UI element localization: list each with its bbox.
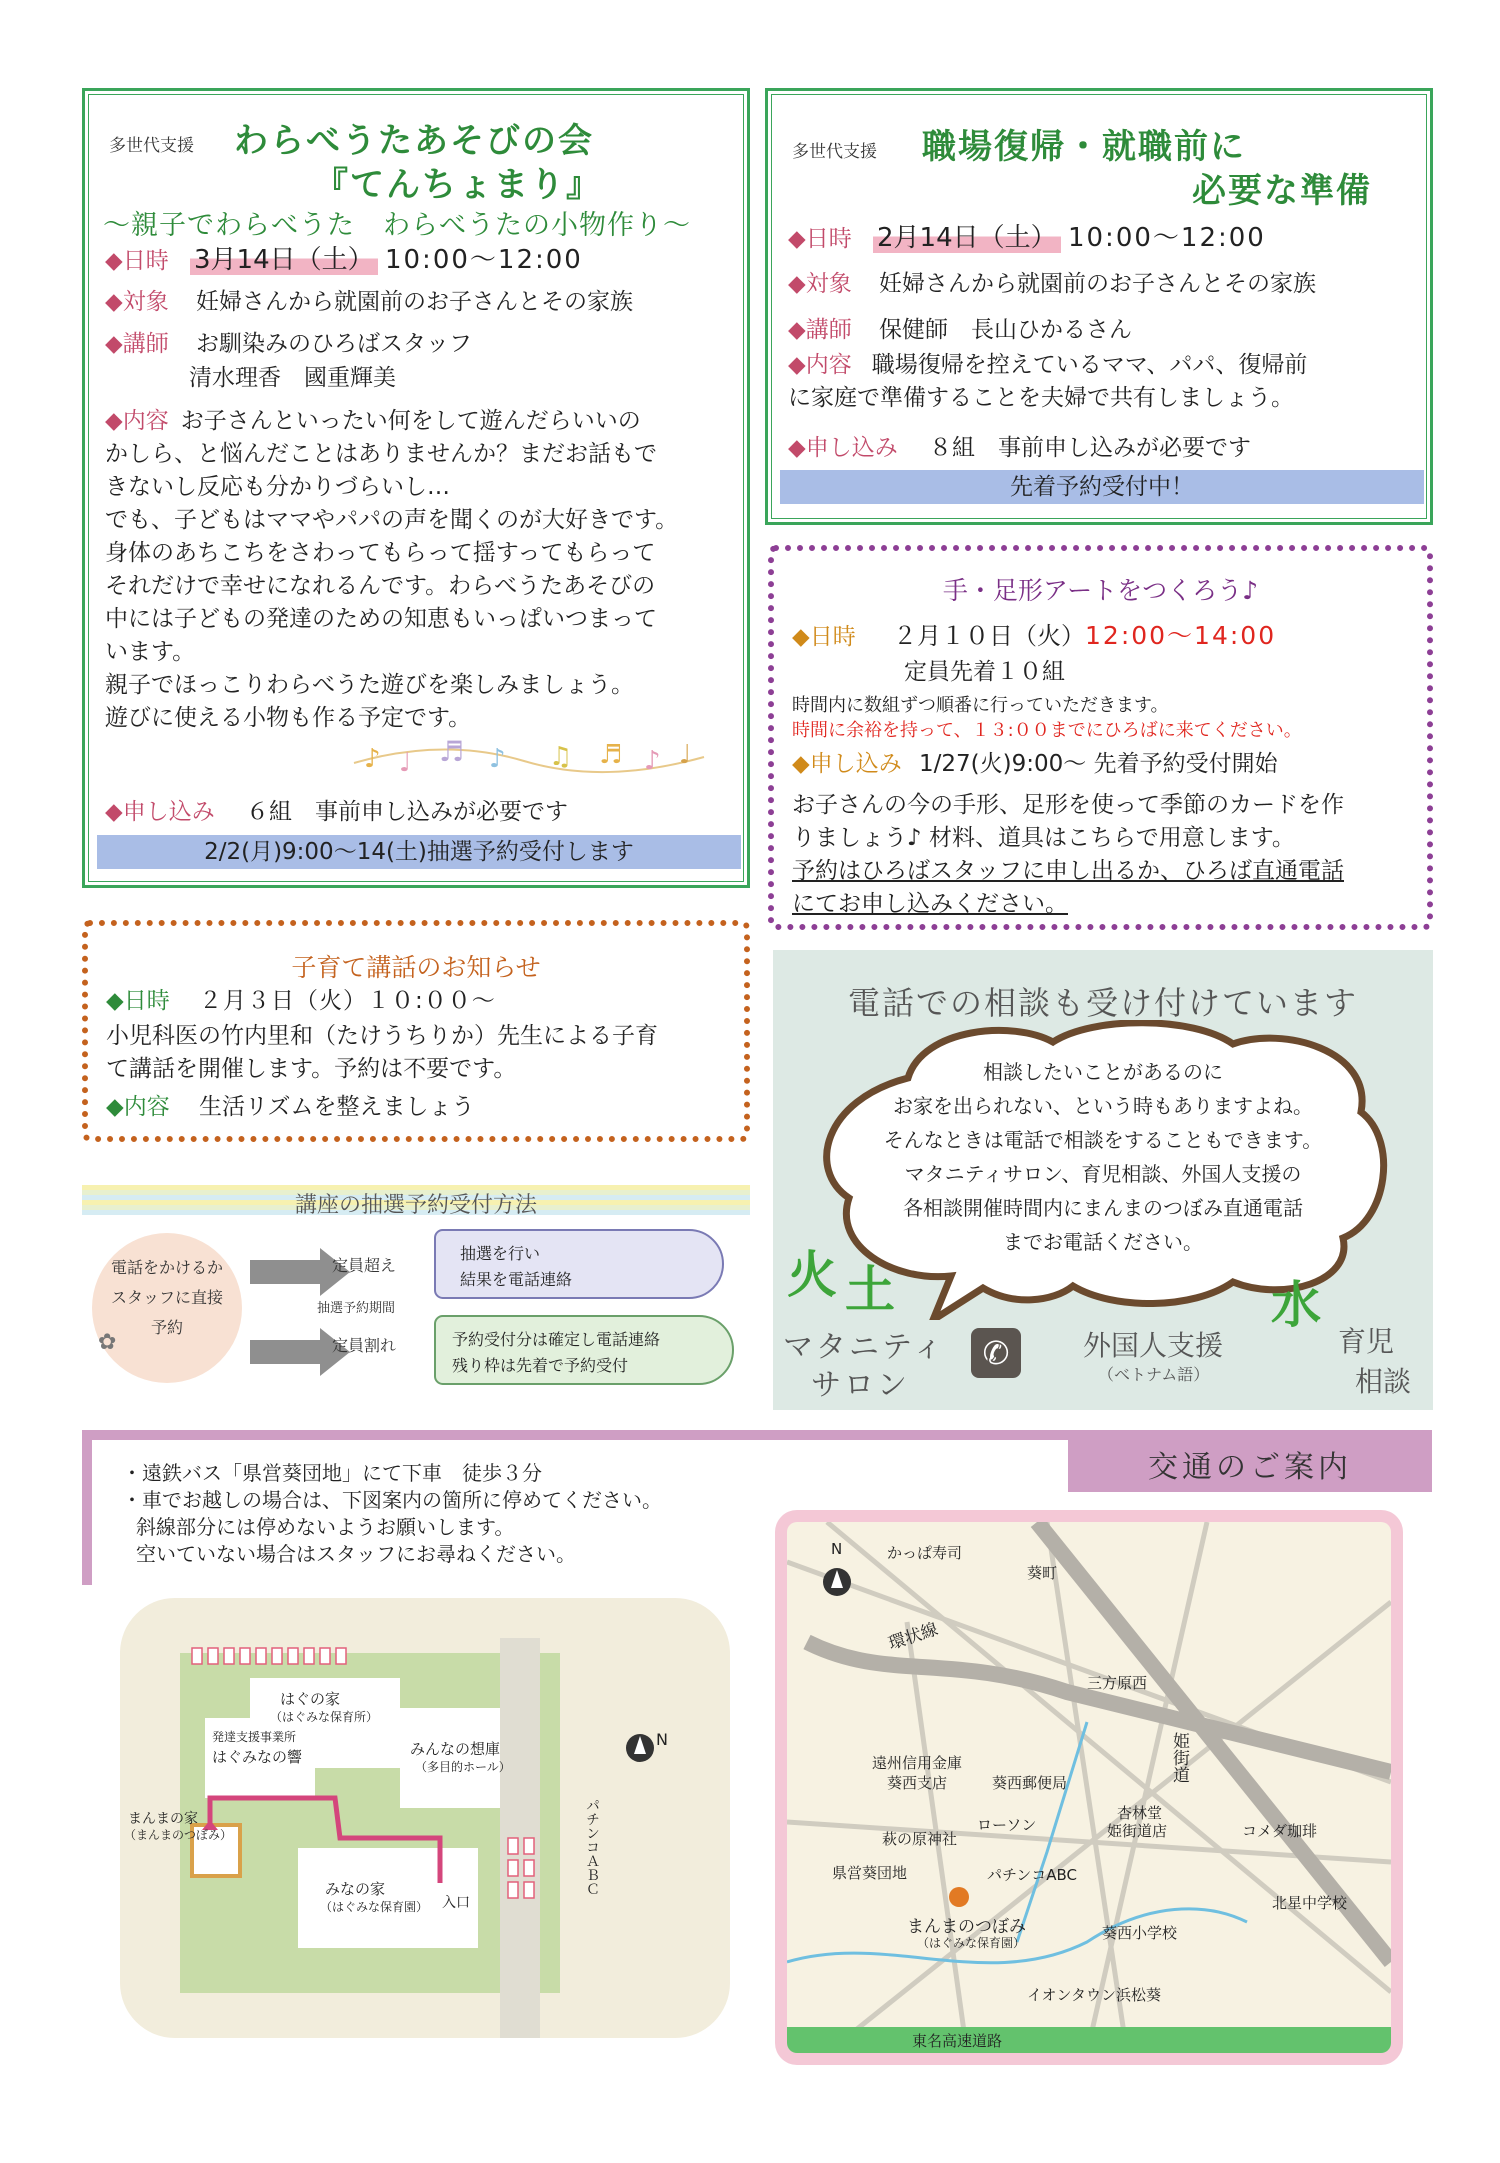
desc-line: にてお申し込みください。	[792, 891, 1068, 917]
map-roads	[787, 1522, 1391, 2053]
desc-line: 予約はひろばスタッフに申し出るか、ひろば直通電話	[792, 858, 1344, 884]
tag-label: 多世代支援	[109, 136, 194, 156]
content-line: います。	[105, 639, 196, 665]
event-title: 子育て講話のお知らせ	[291, 953, 541, 982]
bubble-line: までお電話ください。	[1003, 1230, 1203, 1254]
svg-text:♪: ♪	[644, 746, 661, 776]
capacity: 定員先着１０組	[904, 659, 1065, 685]
apply-label: 申し込み	[805, 435, 898, 461]
desc-line: 小児科医の竹内里和（たけうちりか）先生による子育	[106, 1023, 658, 1049]
manma-sub: （まんまのつぼみ）	[124, 1828, 233, 1842]
bubble-line: 相談したいことがあるのに	[983, 1060, 1223, 1084]
content-line: 身体のあちこちをさわってもらって揺すってもらって	[105, 540, 656, 566]
content-line: きないし反応も分かりづらいし…	[105, 474, 450, 500]
apply-label: 申し込み	[809, 751, 902, 777]
mikata-label: 三方原西	[1087, 1674, 1148, 1692]
content-line: 職場復帰を控えているママ、パパ、復帰前	[871, 352, 1308, 378]
content-line: お子さんといったい何をして遊んだらいいの	[180, 408, 641, 434]
hibiki-label: はぐみなの響	[212, 1748, 303, 1766]
himekaido-label: 姫街道	[1169, 1732, 1189, 1783]
over-capacity-label: 定員超え	[332, 1256, 397, 1275]
date-time: 10:00～12:00	[384, 245, 583, 275]
north-label: N	[656, 1730, 668, 1749]
content-line: 中には子どもの発達のための知恵もいっぱいつまって	[105, 606, 657, 632]
event-title: 手・足形アートをつくろう♪	[942, 576, 1259, 605]
entrance-label: 入口	[442, 1895, 470, 1911]
apply-value: 1/27(火)9:00～ 先着予約受付開始	[919, 751, 1278, 777]
target-label: 対象	[122, 289, 169, 315]
souko-sub: （多目的ホール）	[415, 1760, 511, 1774]
svg-text:♩: ♩	[399, 748, 412, 778]
lecturer-row	[788, 313, 1132, 347]
hagi-shrine-label: 萩の原神社	[882, 1830, 958, 1848]
apply-value: ６組 事前申し込みが必要です	[246, 799, 569, 825]
diamond-icon: ◆	[788, 271, 806, 297]
lawson-label: ローソン	[977, 1816, 1037, 1834]
content-line: 親子でほっこりわらべうた遊びを楽しみましょう。	[105, 672, 634, 698]
direction-line: ・車でお越しの場合は、下図案内の箇所に停めてください。	[122, 1488, 662, 1512]
svg-text:♫: ♫	[549, 742, 573, 772]
desc-line: て講話を開催します。予約は不要です。	[106, 1056, 517, 1082]
start-line: 予約	[150, 1318, 183, 1337]
diamond-icon: ◆	[105, 248, 123, 274]
date-value: ２月１０日（火）	[893, 622, 1086, 650]
under-capacity-label: 定員割れ	[332, 1336, 397, 1355]
pachinko-label: パチンコＡＢＣ	[584, 1798, 600, 1896]
content-line: 遊びに使える小物も作る予定です。	[105, 705, 472, 731]
shinkin-label: 遠州信用金庫	[872, 1754, 963, 1772]
direction-line: ・遠鉄バス「県営葵団地」にて下車 徒歩３分	[122, 1461, 542, 1485]
date-label: 日時	[809, 624, 856, 650]
manma-label: まんまのつぼみ	[907, 1917, 1026, 1937]
desc-line: りましょう♪ 材料、道具はこちらで用意します。	[792, 825, 1295, 851]
shinkin-branch-label: 葵西支店	[887, 1774, 948, 1792]
event-box-warabeuta	[82, 88, 750, 888]
content-row	[106, 1090, 475, 1124]
manma-sub: （はぐみな保育園）	[917, 1936, 1026, 1950]
result-line: 残り枠は先着で予約受付	[452, 1356, 629, 1375]
content-block	[105, 405, 745, 735]
confirmed-result-box	[434, 1315, 734, 1385]
bubble-text	[833, 1055, 1373, 1259]
phone-consult-panel	[773, 950, 1433, 1410]
direction-line: 空いていない場合はスタッフにお尋ねください。	[136, 1542, 576, 1566]
date-time: 10:00～12:00	[1067, 223, 1266, 253]
note-red: 時間に余裕を持って、１３:００までにひろばに来てください。	[792, 720, 1302, 741]
hagu-sub: （はぐみな保育所）	[270, 1710, 379, 1724]
maternity-label: マタニティ	[783, 1330, 946, 1365]
site-path-and-parking	[120, 1598, 730, 2038]
bubble-line: お家を出られない、という時もありますよね。	[893, 1094, 1313, 1118]
access-title: 交通のご案内	[1148, 1450, 1352, 1485]
foreign-support-sub: （ベトナム語）	[1098, 1365, 1210, 1384]
event-title: 職場復帰・就職前に	[922, 127, 1246, 167]
ring-road-label: 環状線	[885, 1619, 941, 1655]
day-wed: 水	[1271, 1276, 1321, 1334]
diamond-icon: ◆	[106, 988, 124, 1014]
diamond-icon: ◆	[788, 435, 806, 461]
bubble-line: 各相談開催時間内にまんまのつぼみ直通電話	[903, 1196, 1303, 1220]
diamond-icon: ◆	[788, 226, 806, 252]
date-label: 日時	[123, 988, 170, 1014]
svg-text:♩: ♩	[679, 740, 692, 770]
apply-value: ８組 事前申し込みが必要です	[929, 435, 1252, 461]
flower-icon: ✿	[98, 1330, 117, 1355]
apply-label: 申し込み	[122, 799, 215, 825]
lottery-result-box	[434, 1229, 724, 1299]
kyorin-label: 杏林堂	[1117, 1804, 1163, 1822]
target-row	[788, 267, 1316, 301]
lottery-title: 講座の抽選予約受付方法	[294, 1193, 537, 1218]
start-line: スタッフに直接	[110, 1288, 223, 1307]
kappa-label: かっぱ寿司	[887, 1544, 963, 1562]
result-line: 抽選を行い	[460, 1244, 541, 1263]
maternity-label-2: サロン	[811, 1368, 910, 1403]
lecturer-value: 保健師 長山ひかるさん	[879, 317, 1133, 343]
diamond-icon: ◆	[792, 624, 810, 650]
date-row	[105, 243, 583, 278]
event-subtitle: ～親子でわらべうた わらべうたの小物作り～	[103, 210, 691, 241]
target-row	[105, 285, 633, 319]
svg-text:♪: ♪	[364, 744, 381, 774]
lottery-banner: 2/2(月)9:00～14(土)抽選予約受付します	[97, 835, 741, 869]
access-side-bar	[82, 1430, 92, 1585]
apply-row	[788, 431, 1251, 465]
date-row	[788, 221, 1266, 256]
result-line: 予約受付分は確定し電話連絡	[452, 1330, 661, 1349]
apply-row	[105, 795, 568, 829]
date-label: 日時	[805, 226, 852, 252]
tag-label: 多世代支援	[792, 142, 877, 162]
diamond-icon: ◆	[788, 352, 806, 378]
target-value: 妊婦さんから就園前のお子さんとその家族	[879, 271, 1317, 297]
hagu-label: はぐの家	[280, 1690, 341, 1708]
diamond-icon: ◆	[105, 289, 123, 315]
content-value: 生活リズムを整えましょう	[199, 1094, 475, 1120]
diamond-icon: ◆	[105, 799, 123, 825]
lecturer-value: お馴染みのひろばスタッフ	[196, 331, 473, 357]
post-office-label: 葵西郵便局	[992, 1774, 1068, 1792]
area-map	[775, 1510, 1403, 2065]
phone-title: 電話での相談も受け付けています	[847, 984, 1358, 1022]
target-value: 妊婦さんから就園前のお子さんとその家族	[196, 289, 634, 315]
content-line: に家庭で準備することを夫婦で共有しましょう。	[788, 385, 1294, 411]
result-line: 結果を電話連絡	[460, 1270, 573, 1289]
description	[792, 789, 1422, 921]
aoinishi-school-label: 葵西小学校	[1102, 1924, 1178, 1942]
content-label: 内容	[122, 408, 169, 434]
date-value: 2月14日（土）	[873, 223, 1061, 253]
lecturer-names: 清水理香 國重輝美	[189, 365, 396, 391]
music-notes-decoration	[344, 727, 714, 783]
event-box-handprint	[768, 545, 1433, 930]
apply-row	[792, 747, 1278, 781]
tomei-label: 東名高速道路	[912, 2032, 1003, 2050]
svg-text:♪: ♪	[489, 744, 506, 774]
lecturer-row	[105, 327, 472, 361]
event-box-parenting-talk	[82, 920, 750, 1142]
diamond-icon: ◆	[105, 408, 123, 434]
komeda-label: コメダ珈琲	[1242, 1822, 1318, 1840]
desc-line: お子さんの今の手形、足形を使って季節のカードを作	[792, 792, 1344, 818]
event-title: わらべうたあそびの会	[234, 121, 594, 161]
content-label: 内容	[805, 352, 852, 378]
access-directions	[122, 1460, 662, 1568]
bubble-line: そんなときは電話で相談をすることもできます。	[883, 1128, 1323, 1152]
day-sat: 土	[845, 1261, 895, 1319]
aeon-label: イオンタウン浜松葵	[1027, 1986, 1161, 2004]
content-line: でも、子どもはママやパパの声を聞くのが大好きです。	[105, 507, 679, 533]
content-block	[788, 349, 1428, 415]
target-label: 対象	[805, 271, 852, 297]
diamond-icon: ◆	[788, 317, 806, 343]
date-value: 3月14日（土）	[190, 245, 378, 275]
day-fire: 火	[787, 1246, 837, 1304]
direction-line: 斜線部分には停めないようお願いします。	[136, 1515, 515, 1539]
childcare-label: 育児	[1338, 1325, 1395, 1358]
site-map	[120, 1598, 730, 2038]
date-row	[792, 619, 1276, 654]
content-line: かしら、と悩んだことはありませんか？まだお話もで	[105, 441, 657, 467]
content-line: それだけで幸せになれるんです。わらべうたあそびの	[105, 573, 656, 599]
minana-sub: （はぐみな保育園）	[320, 1900, 429, 1914]
kitahoshi-label: 北星中学校	[1272, 1894, 1348, 1912]
date-row	[106, 984, 496, 1018]
date-label: 日時	[122, 248, 169, 274]
event-title-2: 『てんちょまり』	[314, 165, 602, 205]
note: 時間内に数組ずつ順番に行っていただきます。	[792, 695, 1169, 716]
dev-label: 発達支援事業所	[212, 1730, 297, 1744]
event-box-return-to-work	[765, 88, 1433, 525]
bubble-line: マタニティサロン、育児相談、外国人支援の	[904, 1162, 1302, 1186]
lecturer-label: 講師	[122, 331, 169, 357]
aoi-label: 葵町	[1027, 1564, 1058, 1582]
svg-text:♬: ♬	[599, 740, 623, 770]
lottery-period-label: 抽選予約期間	[317, 1301, 396, 1316]
diamond-icon: ◆	[106, 1094, 124, 1120]
date-value: ２月３日（火）１０:００～	[199, 988, 496, 1014]
first-come-banner: 先着予約受付中！	[780, 470, 1424, 504]
souko-label: みんなの想庫	[410, 1740, 501, 1758]
lecturer-label: 講師	[805, 317, 852, 343]
content-label: 内容	[123, 1094, 170, 1120]
lottery-flow	[82, 1185, 750, 1405]
date-time: 12:00～14:00	[1085, 621, 1277, 650]
minana-label: みなの家	[325, 1880, 386, 1898]
phone-icon: ✆	[971, 1328, 1021, 1378]
pachinko-label: パチンコABC	[987, 1866, 1078, 1884]
diamond-icon: ◆	[792, 751, 810, 777]
north-label: N	[831, 1540, 843, 1558]
start-line: 電話をかけるか	[110, 1258, 223, 1277]
svg-text:♬: ♬	[439, 735, 465, 768]
manma-label: まんまの家	[128, 1811, 198, 1827]
kenei-label: 県営葵団地	[832, 1864, 908, 1882]
event-title-2: 必要な準備	[1192, 171, 1372, 211]
diamond-icon: ◆	[105, 331, 123, 357]
foreign-support-label: 外国人支援	[1083, 1329, 1224, 1362]
childcare-label-2: 相談	[1355, 1365, 1412, 1398]
description	[106, 1020, 746, 1086]
kyorin-branch-label: 姫街道店	[1107, 1822, 1168, 1840]
